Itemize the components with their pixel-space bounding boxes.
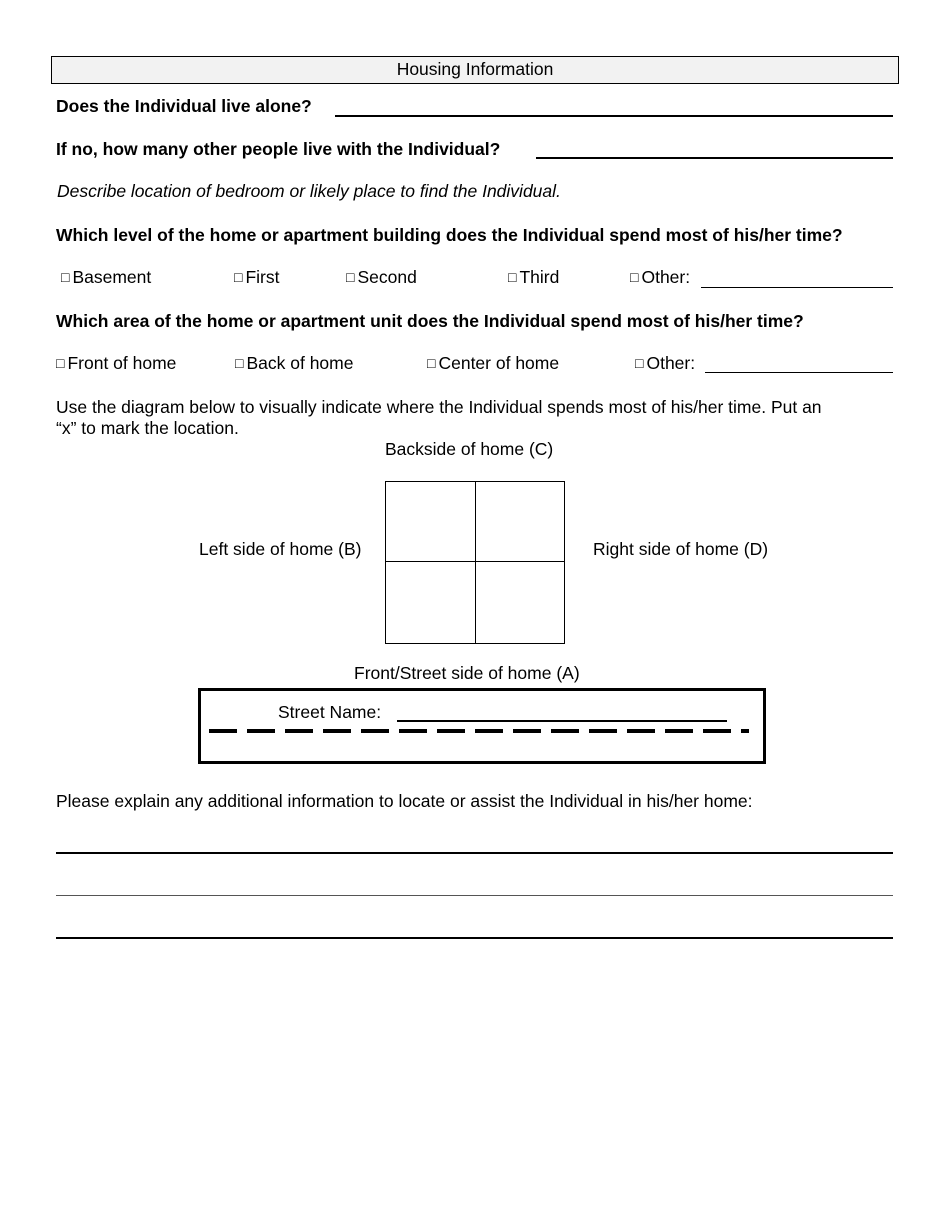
question-which-level: Which level of the home or apartment building does the Individual spend most of his/her time? (56, 225, 843, 245)
area-option-label: Front of home (67, 353, 177, 373)
additional-info-line-2[interactable] (56, 895, 893, 896)
area-option-back[interactable] (235, 353, 353, 374)
area-option-front[interactable] (56, 353, 176, 374)
level-option-label: Third (519, 267, 560, 287)
section-header: Housing Information (51, 56, 899, 84)
diagram-cell-front-right[interactable] (476, 562, 564, 643)
street-name-answer-line[interactable] (397, 720, 727, 722)
level-option-basement[interactable] (61, 267, 151, 288)
level-option-label: Basement (72, 267, 152, 287)
checkbox-icon: □ (56, 355, 65, 371)
diagram-back-label: Backside of home (C) (385, 439, 554, 459)
additional-info-prompt: Please explain any additional information to locate or assist the Individual in his/her home: (56, 791, 753, 811)
describe-location-text: Describe location of bedroom or likely place to find the Individual. (57, 181, 561, 201)
level-option-third[interactable] (508, 267, 559, 288)
level-option-other[interactable] (630, 267, 690, 288)
checkbox-icon: □ (61, 269, 70, 285)
diagram-right-label: Right side of home (D) (593, 539, 769, 559)
additional-info-line-3[interactable] (56, 937, 893, 939)
live-alone-answer-line[interactable] (335, 115, 893, 117)
level-option-label: Other: (641, 267, 691, 287)
street-centerline-dashes (209, 729, 749, 733)
checkbox-icon: □ (635, 355, 644, 371)
question-live-alone: Does the Individual live alone? (56, 96, 312, 116)
area-option-center[interactable] (427, 353, 559, 374)
area-option-label: Back of home (246, 353, 354, 373)
question-how-many: If no, how many other people live with the Individual? (56, 139, 501, 159)
checkbox-icon: □ (235, 355, 244, 371)
how-many-answer-line[interactable] (536, 157, 893, 159)
area-option-label: Center of home (438, 353, 560, 373)
additional-info-line-1[interactable] (56, 852, 893, 854)
checkbox-icon: □ (630, 269, 639, 285)
checkbox-icon: □ (346, 269, 355, 285)
diagram-instruction-line1: Use the diagram below to visually indicate where the Individual spends most of his/her time. Put an (56, 397, 822, 417)
diagram-cell-back-left[interactable] (386, 482, 475, 561)
level-option-label: First (245, 267, 280, 287)
diagram-instruction-line2: “x” to mark the location. (56, 418, 239, 438)
question-which-area: Which area of the home or apartment unit does the Individual spend most of his/her time? (56, 311, 804, 331)
level-option-first[interactable] (234, 267, 280, 288)
home-diagram-grid (385, 481, 565, 644)
diagram-cell-back-right[interactable] (476, 482, 564, 561)
diagram-cell-front-left[interactable] (386, 562, 475, 643)
level-option-label: Second (357, 267, 417, 287)
diagram-left-label: Left side of home (B) (199, 539, 362, 559)
checkbox-icon: □ (508, 269, 517, 285)
area-option-label: Other: (646, 353, 696, 373)
area-option-other[interactable] (635, 353, 695, 374)
level-other-answer-line[interactable] (701, 287, 893, 288)
level-option-second[interactable] (346, 267, 417, 288)
street-box (198, 688, 766, 764)
checkbox-icon: □ (427, 355, 436, 371)
area-other-answer-line[interactable] (705, 372, 893, 373)
diagram-front-label: Front/Street side of home (A) (354, 663, 580, 683)
checkbox-icon: □ (234, 269, 243, 285)
street-name-label: Street Name: (278, 702, 382, 722)
